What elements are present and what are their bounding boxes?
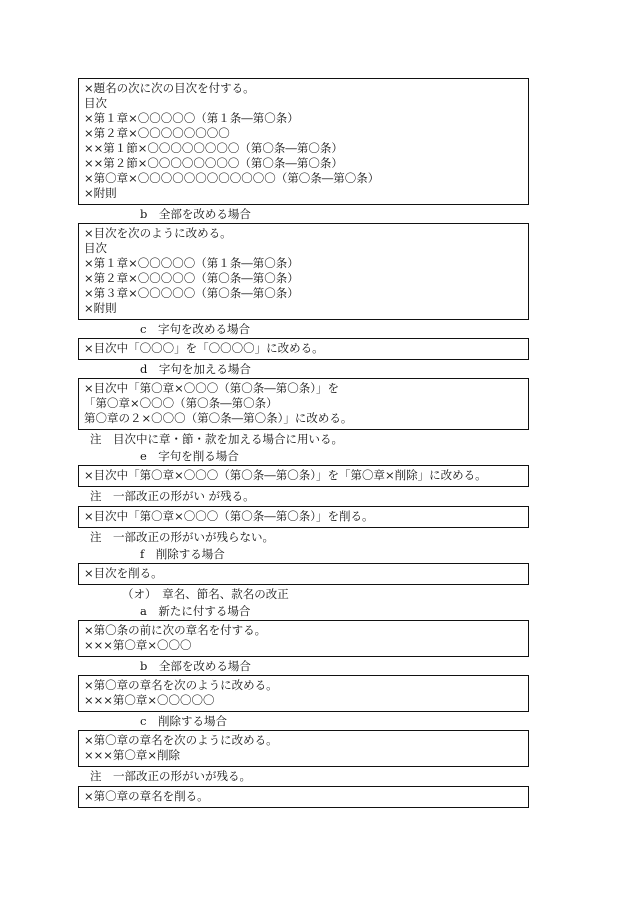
box-line: 目次 <box>84 241 107 255</box>
box-line: 第〇章の２×〇〇〇（第〇条―第〇条）」に改める。 <box>84 411 353 425</box>
box-line: ×第１章×〇〇〇〇〇（第１条―第〇条） <box>84 256 299 270</box>
box-line: ×××第〇章×〇〇〇 <box>84 638 192 652</box>
box-line: ×目次を削る。 <box>84 566 163 580</box>
box-line: ×第２章×〇〇〇〇〇（第〇条―第〇条） <box>84 271 299 285</box>
subsection-heading: c 削除する場合 <box>140 714 227 728</box>
subsection-heading: f 削除する場合 <box>140 547 225 561</box>
amendment-text-box <box>78 465 529 487</box>
note-text: 注 一部改正の形がいが残る。 <box>90 769 251 783</box>
box-line: ×附則 <box>84 301 117 315</box>
amendment-text-box <box>78 730 529 767</box>
note-text: 注 一部改正の形がいが残らない。 <box>90 530 274 544</box>
box-line: ×第〇章×〇〇〇〇〇〇〇〇〇〇〇〇（第〇条―第〇条） <box>84 171 380 185</box>
amendment-text-box <box>78 378 529 430</box>
box-line: ×第〇章の章名を次のように改める。 <box>84 678 278 692</box>
amendment-text-box <box>78 786 529 808</box>
box-line: ××第２節×〇〇〇〇〇〇〇〇（第〇条―第〇条） <box>84 156 343 170</box>
box-line: 「第〇章×〇〇〇（第〇条―第〇条） <box>84 396 278 410</box>
box-line: ×××第〇章×〇〇〇〇〇 <box>84 693 215 707</box>
subsection-heading: b 全部を改める場合 <box>140 659 251 673</box>
amendment-text-box <box>78 506 529 528</box>
box-line: ××第１節×〇〇〇〇〇〇〇〇（第〇条―第〇条） <box>84 141 343 155</box>
box-line: ×第２章×〇〇〇〇〇〇〇〇 <box>84 126 230 140</box>
amendment-text-box <box>78 338 529 360</box>
amendment-text-box <box>78 223 529 320</box>
box-line: ×目次中「第〇章×〇〇〇（第〇条―第〇条）」を <box>84 381 340 395</box>
box-line: ×第〇章の章名を削る。 <box>84 789 209 803</box>
box-line: ×目次中「第〇章×〇〇〇（第〇条―第〇条）」を「第〇章×削除」に改める。 <box>84 468 487 482</box>
section-heading: （オ） 章名、節名、款名の改正 <box>122 587 289 601</box>
document-page <box>78 78 529 808</box>
box-line: ×××第〇章×削除 <box>84 748 181 762</box>
note-text: 注 目次中に章・節・款を加える場合に用いる。 <box>90 432 343 446</box>
box-line: ×第１章×〇〇〇〇〇（第１条―第〇条） <box>84 111 299 125</box>
amendment-text-box <box>78 675 529 712</box>
subsection-heading: c 字句を改める場合 <box>140 322 250 336</box>
amendment-text-box <box>78 78 529 205</box>
box-line: 目次 <box>84 96 107 110</box>
box-line: ×題名の次に次の目次を付する。 <box>84 81 255 95</box>
amendment-text-box <box>78 563 529 585</box>
subsection-heading: a 新たに付する場合 <box>140 604 251 618</box>
box-line: ×附則 <box>84 186 117 200</box>
subsection-heading: e 字句を削る場合 <box>140 449 239 463</box>
box-line: ×目次を次のように改める。 <box>84 226 232 240</box>
amendment-text-box <box>78 620 529 657</box>
subsection-heading: b 全部を改める場合 <box>140 207 251 221</box>
subsection-heading: d 字句を加える場合 <box>140 362 251 376</box>
box-line: ×第〇章の章名を次のように改める。 <box>84 733 278 747</box>
box-line: ×目次中「第〇章×〇〇〇（第〇条―第〇条）」を削る。 <box>84 509 374 523</box>
box-line: ×目次中「〇〇〇」を「〇〇〇〇」に改める。 <box>84 341 324 355</box>
note-text: 注 一部改正の形がい が残る。 <box>90 489 255 503</box>
box-line: ×第〇条の前に次の章名を付する。 <box>84 623 267 637</box>
box-line: ×第３章×〇〇〇〇〇（第〇条―第〇条） <box>84 286 299 300</box>
